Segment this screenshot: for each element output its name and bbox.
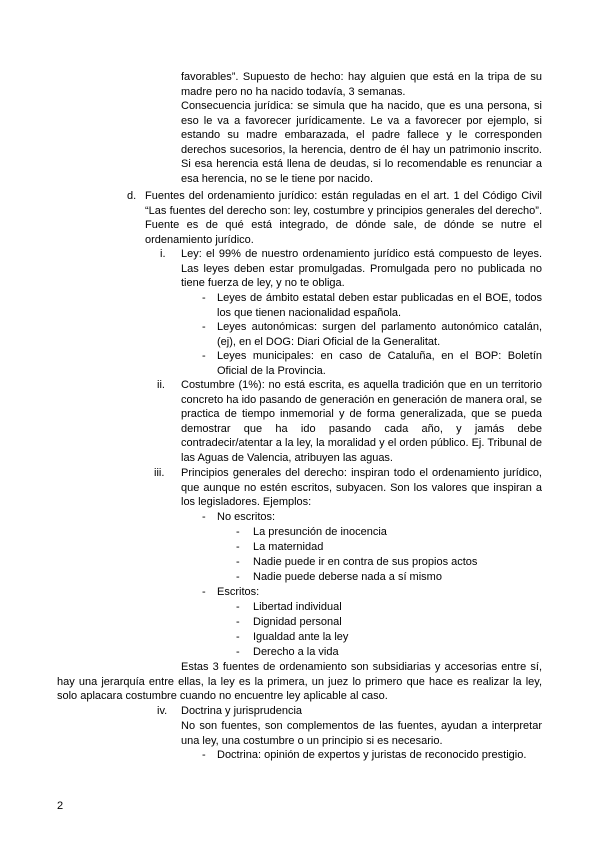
dash-marker: - [202, 292, 206, 304]
subsidiarias-paragraph: Estas 3 fuentes de ordenamiento son subsidiarias y accesorias entre sí, hay una jerarquía entre ellas, la ley es la primera, un juez lo primero que hace es realizar la ley, solo aplacara costumbre cuando no encuentre ley aplicable al caso. [57, 661, 542, 702]
dash-marker: - [202, 350, 206, 362]
escrito-item: Derecho a la vida [253, 646, 339, 658]
doctrina-bullet: Doctrina: opinión de expertos y juristas de reconocido prestigio. [217, 749, 527, 761]
item-i-marker: i. [160, 248, 166, 260]
dash-marker: - [236, 526, 240, 538]
escrito-item: Igualdad ante la ley [253, 631, 349, 643]
no-escrito-item: La presunción de inocencia [253, 526, 387, 538]
ley-bullet-3: Leyes municipales: en caso de Cataluña, en el BOP: Boletín Oficial de la Provincia. [217, 350, 542, 377]
dash-marker: - [236, 646, 240, 658]
dash-marker: - [236, 631, 240, 643]
no-escrito-item: Nadie puede ir en contra de sus propios actos [253, 556, 478, 568]
dash-marker: - [236, 571, 240, 583]
dash-marker: - [236, 556, 240, 568]
dash-marker: - [236, 541, 240, 553]
dash-marker: - [202, 586, 206, 598]
item-i-text: Ley: el 99% de nuestro ordenamiento jurídico está compuesto de leyes. Las leyes deben estar promulgadas. Promulgada pero no publicada no tiene fuerza de ley, y no te obliga. [181, 248, 542, 289]
escritos-label: Escritos: [217, 586, 260, 598]
no-escrito-item: La maternidad [253, 541, 324, 553]
item-iv-text: No son fuentes, son complementos de las fuentes, ayudan a interpretar una ley, una costumbre o un principio si es necesario. [181, 720, 542, 747]
page-number: 2 [57, 800, 64, 812]
item-iii-marker: iii. [154, 467, 165, 479]
ley-bullet-1: Leyes de ámbito estatal deben estar publicadas en el BOE, todos los que tienen nacionalidad española. [217, 292, 542, 319]
dash-marker: - [202, 321, 206, 333]
dash-marker: - [202, 511, 206, 523]
item-ii-text: Costumbre (1%): no está escrita, es aquella tradición que en un territorio concreto ha ido pasando de generación en generación de manera oral, se practica de tiempo inmemorial y de forma generalizada, que se pueda demostrar que ha ido pasando cada año, y jamás debe contradecir/atentar a la ley, la moralidad y el orden público. Ej. Tribunal de las Aguas de Valencia, atribuyen las aguas. [181, 379, 542, 464]
item-iv-title: Doctrina y jurisprudencia [181, 705, 303, 717]
dash-marker: - [236, 601, 240, 613]
intro-paragraph-2: Consecuencia jurídica: se simula que ha nacido, que es una persona, si eso le va a favorecer jurídicamente. Le va a favorecer por ejemplo, si estando su madre embarazada, el padre fallece y le corresponden derechos sucesorios, la herencia, dentro de él hay un patrimonio inscrito. Si esa herencia está llena de deudas, si lo recomendable es renunciar a esa herencia, no se le tiene por nacido. [181, 100, 542, 185]
intro-paragraph-1: favorables”. Supuesto de hecho: hay alguien que está en la tripa de su madre pero no ha nacido todavía, 3 semanas. [181, 71, 542, 98]
no-escrito-item: Nadie puede deberse nada a sí mismo [253, 571, 442, 583]
ley-bullet-2: Leyes autonómicas: surgen del parlamento autonómico catalán, (ej), en el DOG: Diari Oficial de la Generalitat. [217, 321, 542, 348]
item-iii-text: Principios generales del derecho: inspiran todo el ordenamiento jurídico, que aunque no estén escritos, subyacen. Son los valores que inspiran a los legisladores. Ejemplos: [181, 467, 542, 508]
item-iv-marker: iv. [157, 705, 168, 717]
dash-marker: - [236, 616, 240, 628]
escrito-item: Dignidad personal [253, 616, 342, 628]
section-d-marker: d. [127, 190, 137, 202]
dash-marker: - [202, 749, 206, 761]
item-ii-marker: ii. [157, 379, 165, 391]
no-escritos-label: No escritos: [217, 511, 276, 523]
section-d-text: Fuentes del ordenamiento jurídico: están reguladas en el art. 1 del Código Civil “Las fuentes del derecho son: ley, costumbre y principios generales del derecho”. Fuente es de qué está integrado, de dónde sale, de dónde se nutre el ordenamiento jurídico. [145, 190, 542, 246]
escrito-item: Libertad individual [253, 601, 342, 613]
